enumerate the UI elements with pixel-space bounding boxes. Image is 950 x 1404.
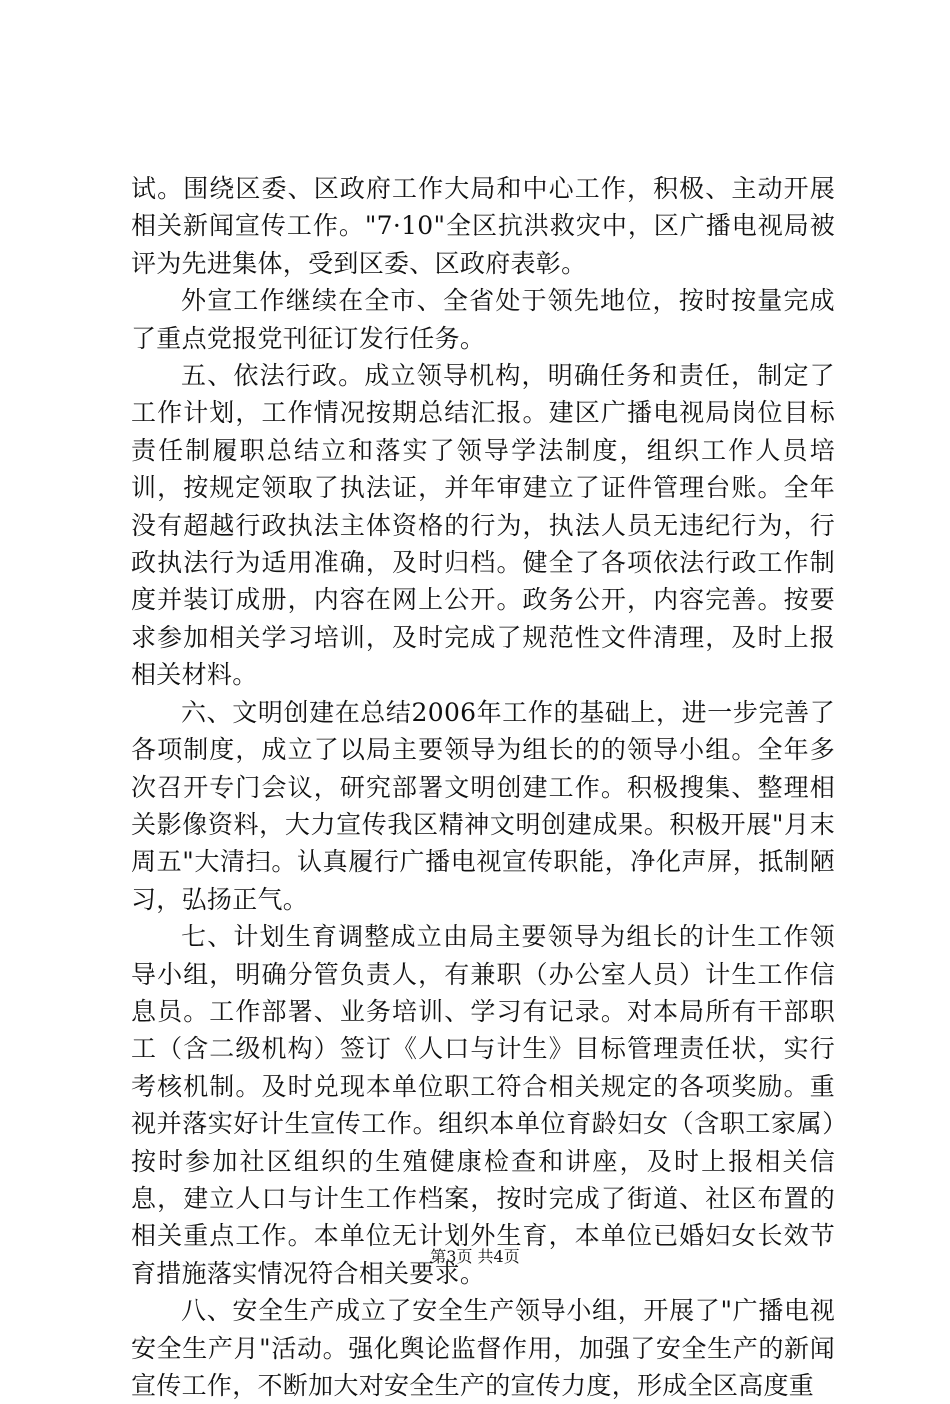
paragraph-section-five: 五、依法行政。成立领导机构，明确任务和责任，制定了工作计划，工作情况按期总结汇报。建区广播电视局岗位目标责任制履职总结立和落实了领导学法制度，组织工作人员培训，按规定领取了执法证，并年审建立了证件管理台账。全年没有超越行政执法主体资格的行为，执法人员无违纪行为，行政执法行为适用准确，及时归档。健全了各项依法行政工作制度并装订成册，内容在网上公开。政务公开，内容完善。按要求参加相关学习培训，及时完成了规范性文件清理，及时上报相关材料。 (131, 361, 835, 690)
document-body (131, 170, 835, 1404)
paragraph-continuation: 试。围绕区委、区政府工作大局和中心工作，积极、主动开展相关新闻宣传工作。"7·10"全区抗洪救灾中，区广播电视局被评为先进集体，受到区委、区政府表彰。 (131, 174, 835, 278)
paragraph-section-eight: 八、安全生产成立了安全生产领导小组，开展了"广播电视安全生产月"活动。强化舆论监督作用，加强了安全生产的新闻宣传工作，不断加大对安全生产的宣传力度，形成全区高度重 (131, 1296, 835, 1400)
paragraph-section-seven: 七、计划生育调整成立由局主要领导为组长的计生工作领导小组，明确分管负责人，有兼职（办公室人员）计生工作信息员。工作部署、业务培训、学习有记录。对本局所有干部职工（含二级机构）签订《人口与计生》目标管理责任状，实行考核机制。及时兑现本单位职工符合相关规定的各项奖励。重视并落实好计生宣传工作。组织本单位育龄妇女（含职工家属）按时参加社区组织的生殖健康检查和讲座，及时上报相关信息，建立人口与计生工作档案，按时完成了街道、社区布置的相关重点工作。本单位无计划外生育，本单位已婚妇女长效节育措施落实情况符合相关要求。 (131, 922, 835, 1288)
paragraph-section-six: 六、文明创建在总结2006年工作的基础上，进一步完善了各项制度，成立了以局主要领导为组长的的领导小组。全年多次召开专门会议，研究部署文明创建工作。积极搜集、整理相关影像资料，大力宣传我区精神文明创建成果。积极开展"月末周五"大清扫。认真履行广播电视宣传职能，净化声屏，抵制陋习，弘扬正气。 (131, 697, 835, 914)
paragraph-external-publicity: 外宣工作继续在全市、全省处于领先地位，按时按量完成了重点党报党刊征订发行任务。 (131, 286, 835, 353)
page-footer: 第3页 共4页 (430, 1247, 520, 1266)
